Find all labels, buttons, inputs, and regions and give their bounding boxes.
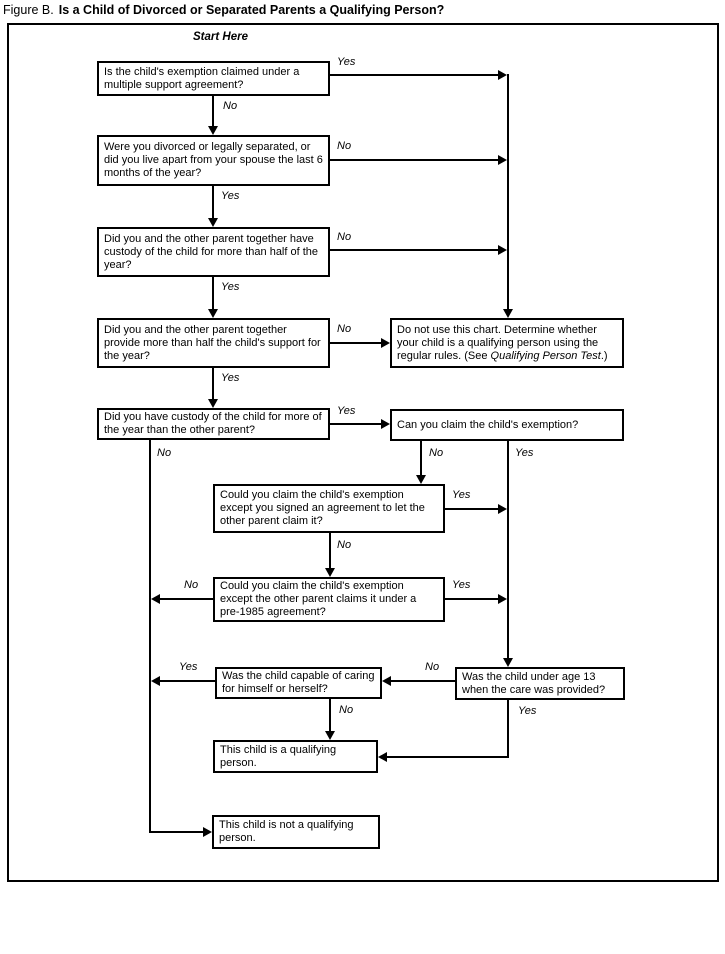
connector-line bbox=[330, 423, 382, 425]
connector-line bbox=[160, 598, 213, 600]
edge-label-yes: Yes bbox=[452, 579, 471, 591]
connector-line bbox=[212, 186, 214, 219]
edge-label-yes: Yes bbox=[179, 661, 198, 673]
arrowhead-down bbox=[208, 309, 218, 318]
node-signed-agreement bbox=[213, 484, 445, 533]
node-custody-more-of-year bbox=[97, 408, 330, 440]
connector-line bbox=[212, 96, 214, 127]
node-under-age-13 bbox=[455, 667, 625, 700]
node-text: Did you and the other parent together have custody of the child for more than half of the year? bbox=[104, 232, 319, 271]
arrowhead-right bbox=[381, 419, 390, 429]
arrowhead-down bbox=[208, 218, 218, 227]
arrowhead-right bbox=[498, 594, 507, 604]
connector-line bbox=[507, 74, 509, 310]
arrowhead-left bbox=[378, 752, 387, 762]
node-text: Were you divorced or legally separated, or did you live apart from your spouse the last 6 months of the year? bbox=[104, 141, 323, 179]
arrowhead-left bbox=[382, 676, 391, 686]
edge-label-no: No bbox=[337, 539, 352, 551]
arrowhead-right bbox=[203, 827, 212, 837]
edge-label-yes: Yes bbox=[337, 405, 356, 417]
node-qualifying-person bbox=[213, 740, 378, 773]
node-custody-together bbox=[97, 227, 330, 277]
node-text: Did you have custody of the child for more of the year than the other parent? bbox=[104, 411, 322, 436]
connector-line bbox=[329, 533, 331, 569]
edge-label-no: No bbox=[339, 704, 354, 716]
edge-label-yes: Yes bbox=[221, 190, 240, 202]
node-divorced-or-separated bbox=[97, 135, 330, 186]
connector-line bbox=[149, 831, 204, 833]
edge-label-yes: Yes bbox=[515, 447, 534, 459]
node-text: Could you claim the child's exemption except you signed an agreement to let the other parent claim it? bbox=[220, 489, 425, 527]
arrowhead-right bbox=[498, 504, 507, 514]
arrowhead-down bbox=[325, 731, 335, 740]
node-text: Is the child's exemption claimed under a multiple support agreement? bbox=[104, 65, 300, 91]
connector-line bbox=[149, 440, 151, 833]
node-do-not-use-chart bbox=[390, 318, 624, 368]
connector-line bbox=[420, 441, 422, 476]
edge-label-no: No bbox=[337, 231, 352, 243]
arrowhead-down bbox=[208, 126, 218, 135]
figure-title-text: Is a Child of Divorced or Separated Parents a Qualifying Person? bbox=[58, 3, 445, 17]
edge-label-no: No bbox=[429, 447, 444, 459]
arrowhead-right bbox=[498, 245, 507, 255]
edge-label-yes: Yes bbox=[337, 56, 356, 68]
edge-label-no: No bbox=[184, 579, 199, 591]
connector-line bbox=[330, 342, 382, 344]
start-here-label: Start Here bbox=[193, 31, 248, 43]
node-not-qualifying-person bbox=[212, 815, 380, 849]
connector-line bbox=[507, 441, 509, 659]
arrowhead-down bbox=[208, 399, 218, 408]
edge-label-no: No bbox=[337, 323, 352, 335]
arrowhead-right bbox=[498, 155, 507, 165]
node-text: Was the child under age 13 when the care was provided? bbox=[462, 670, 606, 696]
node-support-together bbox=[97, 318, 330, 368]
node-text: Can you claim the child's exemption? bbox=[397, 418, 579, 431]
edge-label-no: No bbox=[157, 447, 172, 459]
do-not-use-before: Do not use this chart. Determine whether your child is a qualifying person using the regular rules. (See bbox=[397, 323, 599, 362]
node-multiple-support-agreement bbox=[97, 61, 330, 96]
node-text: Did you and the other parent together provide more than half the child's support for the year? bbox=[104, 323, 321, 362]
arrowhead-right bbox=[498, 70, 507, 80]
node-pre-1985-agreement bbox=[213, 577, 445, 622]
connector-line bbox=[445, 598, 499, 600]
arrowhead-down bbox=[416, 475, 426, 484]
figure-title bbox=[3, 3, 444, 17]
arrowhead-down bbox=[503, 658, 513, 667]
edge-label-yes: Yes bbox=[221, 372, 240, 384]
connector-line bbox=[330, 249, 500, 251]
edge-label-yes: Yes bbox=[221, 281, 240, 293]
connector-line bbox=[387, 756, 509, 758]
arrowhead-left bbox=[151, 594, 160, 604]
arrowhead-down bbox=[325, 568, 335, 577]
arrowhead-right bbox=[381, 338, 390, 348]
node-text: Was the child capable of caring for himself or herself? bbox=[222, 670, 375, 695]
edge-label-no: No bbox=[223, 100, 238, 112]
do-not-use-after: .) bbox=[600, 349, 608, 362]
connector-line bbox=[445, 508, 499, 510]
node-text bbox=[397, 324, 617, 363]
figure-title-prefix: Figure B. bbox=[3, 3, 54, 17]
connector-line bbox=[160, 680, 215, 682]
connector-line bbox=[212, 277, 214, 310]
node-text: This child is a qualifying person. bbox=[220, 743, 337, 769]
edge-label-no: No bbox=[337, 140, 352, 152]
connector-line bbox=[391, 680, 455, 682]
arrowhead-down bbox=[503, 309, 513, 318]
arrowhead-left bbox=[151, 676, 160, 686]
connector-line bbox=[507, 700, 509, 758]
connector-line bbox=[330, 159, 500, 161]
connector-line bbox=[212, 368, 214, 400]
node-can-claim-exemption bbox=[390, 409, 624, 441]
node-text: Could you claim the child's exemption except the other parent claims it under a pre-1985 agreement? bbox=[220, 580, 417, 618]
edge-label-yes: Yes bbox=[518, 705, 537, 717]
node-text: This child is not a qualifying person. bbox=[219, 819, 354, 844]
node-capable-of-caring bbox=[215, 667, 382, 699]
connector-line bbox=[329, 699, 331, 732]
edge-label-yes: Yes bbox=[452, 489, 471, 501]
do-not-use-italic: Qualifying Person Test bbox=[490, 349, 601, 362]
edge-label-no: No bbox=[425, 661, 440, 673]
connector-line bbox=[330, 74, 500, 76]
